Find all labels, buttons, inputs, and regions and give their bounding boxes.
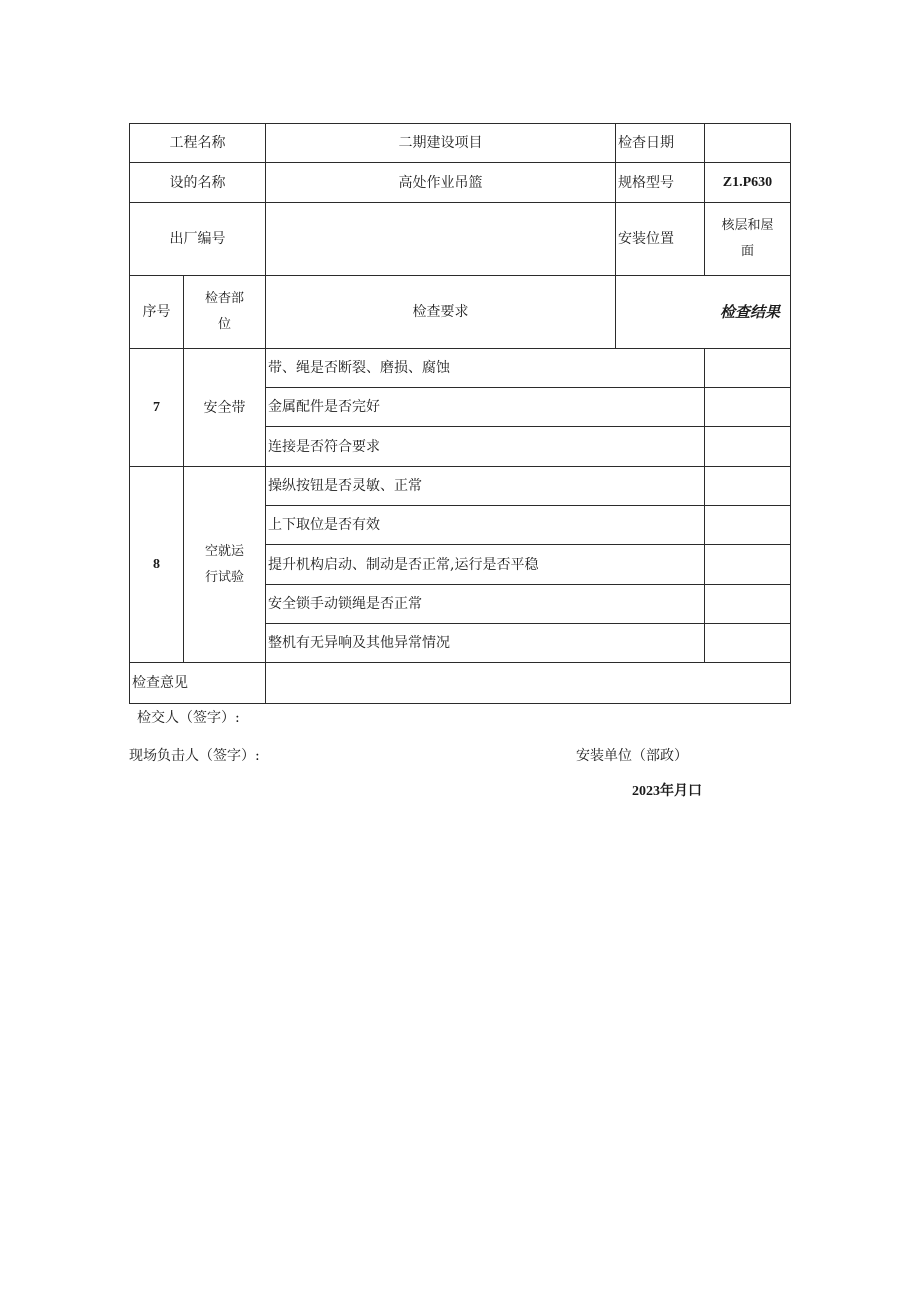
col-header-result: 检查结果 xyxy=(616,276,791,349)
group-part: 安全带 xyxy=(184,349,266,467)
col-header-part-line1: 检杳部 xyxy=(204,291,244,306)
requirement-cell: 操纵按钮是否灵敏、正常 xyxy=(266,467,705,506)
project-label: 工程名称 xyxy=(130,124,266,163)
inspection-table xyxy=(129,123,791,704)
requirement-cell: 安全锁手动锁绳是否正常 xyxy=(266,585,705,624)
col-header-requirement: 检查要求 xyxy=(266,276,616,349)
table-row xyxy=(130,467,791,506)
inspector-signature: 检交人（签字）: xyxy=(137,710,240,726)
model-label: 规格型号 xyxy=(616,163,705,203)
date-value[interactable] xyxy=(705,124,791,163)
row-equipment xyxy=(130,163,791,203)
result-cell[interactable] xyxy=(705,427,791,467)
equipment-label: 设的名称 xyxy=(130,163,266,203)
result-cell[interactable] xyxy=(705,506,791,545)
result-cell[interactable] xyxy=(705,467,791,506)
form-date: 2023年月口 xyxy=(632,784,702,799)
location-value-line1: 核层和屋 xyxy=(721,218,774,233)
equipment-value[interactable]: 高处作业吊篮 xyxy=(266,163,616,203)
col-header-part xyxy=(184,276,266,349)
row-column-headers xyxy=(130,276,791,349)
group-part-line1: 空就运 xyxy=(204,543,244,559)
result-cell[interactable] xyxy=(705,624,791,663)
row-opinion xyxy=(130,663,791,704)
group-part xyxy=(184,467,266,663)
col-header-part-line2: 位 xyxy=(217,317,231,332)
site-manager-signature: 现场负击人（签字）: xyxy=(129,748,260,764)
requirement-cell: 连接是否符合要求 xyxy=(266,427,705,467)
requirement-cell: 金属配件是否完好 xyxy=(266,388,705,427)
model-value[interactable]: Z1.P630 xyxy=(705,163,791,203)
col-header-no: 序号 xyxy=(130,276,184,349)
result-cell[interactable] xyxy=(705,585,791,624)
requirement-cell: 整机有无异响及其他异常情况 xyxy=(266,624,705,663)
opinion-label: 检查意见 xyxy=(130,663,266,704)
requirement-cell: 提升机构启动、制动是否正常,运行是否平稳 xyxy=(266,545,705,585)
date-label: 检杳日期 xyxy=(616,124,705,163)
requirement-cell: 上下取位是否有效 xyxy=(266,506,705,545)
result-cell[interactable] xyxy=(705,349,791,388)
install-unit-label: 安装单位（部政） xyxy=(576,748,688,764)
group-part-line2: 行试验 xyxy=(204,569,244,585)
serial-value[interactable] xyxy=(266,203,616,276)
project-value[interactable]: 二期建设项目 xyxy=(266,124,616,163)
result-cell[interactable] xyxy=(705,388,791,427)
location-value[interactable] xyxy=(705,203,791,276)
location-label: 安装位置 xyxy=(616,203,705,276)
requirement-cell: 带、绳是否断裂、磨损、腐蚀 xyxy=(266,349,705,388)
opinion-value[interactable] xyxy=(266,663,791,704)
group-no: 7 xyxy=(130,349,184,467)
table-row xyxy=(130,349,791,388)
location-value-line2: 面 xyxy=(740,244,754,259)
row-project xyxy=(130,124,791,163)
group-no: 8 xyxy=(130,467,184,663)
serial-label: 出厂编号 xyxy=(130,203,266,276)
result-cell[interactable] xyxy=(705,545,791,585)
row-serial xyxy=(130,203,791,276)
